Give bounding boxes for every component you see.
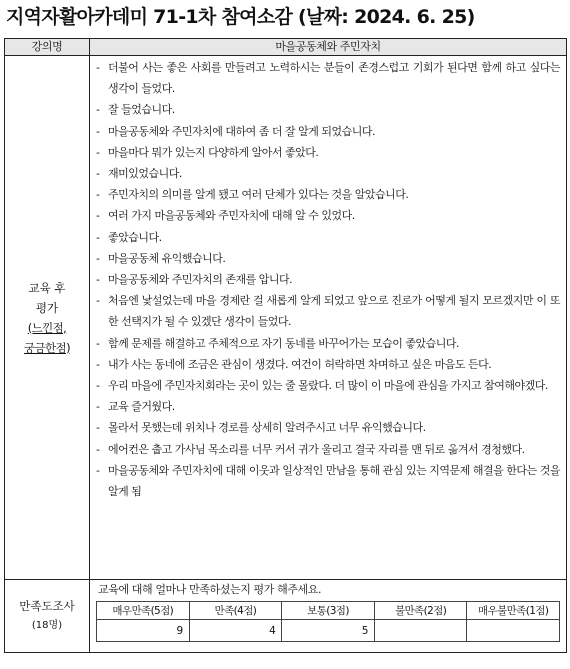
survey-value bbox=[374, 620, 467, 642]
bullet-dash: - bbox=[96, 442, 100, 456]
bullet-dash: - bbox=[96, 103, 100, 117]
evaluation-label-line1: 교육 후 bbox=[28, 280, 66, 295]
evaluation-item bbox=[96, 417, 560, 438]
evaluation-item-text: 여러 가지 마을공동체와 주민자치에 대해 알 수 있었다. bbox=[108, 209, 355, 223]
survey-value-row bbox=[97, 620, 560, 642]
survey-column-header: 불만족(2점) bbox=[374, 602, 467, 620]
evaluation-item-text: 마을공동체와 주민자치에 대하여 좀 더 잘 알게 되었습니다. bbox=[108, 124, 375, 138]
evaluation-row bbox=[5, 56, 567, 580]
evaluation-item bbox=[96, 184, 560, 205]
bullet-dash: - bbox=[96, 209, 100, 223]
evaluation-item bbox=[96, 57, 560, 99]
bullet-dash: - bbox=[96, 251, 100, 265]
survey-value: 4 bbox=[189, 620, 282, 642]
evaluation-item bbox=[96, 121, 560, 142]
evaluation-label-line2: 평가 bbox=[35, 300, 59, 315]
lecture-label: 강의명 bbox=[5, 39, 90, 56]
evaluation-item-text: 몰라서 못했는데 위치나 경로를 상세히 알려주시고 너무 유익했습니다. bbox=[108, 421, 426, 435]
survey-header-row bbox=[97, 602, 560, 620]
bullet-dash: - bbox=[96, 336, 100, 350]
evaluation-item-text: 마을마다 뭐가 있는지 다양하게 알아서 좋았다. bbox=[108, 145, 319, 159]
evaluation-item bbox=[96, 290, 560, 332]
evaluation-item bbox=[96, 333, 560, 354]
survey-label: 만족도조사 bbox=[19, 599, 75, 613]
lecture-title: 마을공동체와 주민자치 bbox=[90, 39, 567, 56]
evaluation-item-text: 잘 들었습니다. bbox=[108, 103, 175, 117]
evaluation-label-line3: (느낀점, bbox=[27, 320, 67, 335]
evaluation-item bbox=[96, 375, 560, 396]
evaluation-item-text: 에어컨은 춥고 가사님 목소리를 너무 커서 귀가 울리고 결국 자리를 맨 뒤로 옮겨서 경청했다. bbox=[108, 442, 525, 456]
evaluation-item bbox=[96, 163, 560, 184]
bullet-dash: - bbox=[96, 167, 100, 181]
survey-column-header: 매우불만족(1점) bbox=[467, 602, 560, 620]
survey-label-cell bbox=[5, 580, 90, 653]
document-title: 지역자활아카데미 71-1차 참여소감 (날짜: 2024. 6. 25) bbox=[6, 6, 475, 28]
evaluation-item-text: 내가 사는 동네에 조금은 관심이 생겼다. 여건이 허락하면 차며하고 싶은 마음도 든다. bbox=[108, 357, 492, 371]
evaluation-item bbox=[96, 227, 560, 248]
evaluation-item bbox=[96, 439, 560, 460]
evaluation-item-text: 마을공동체와 주민자치에 대해 이웃과 일상적인 만남을 통해 관심 있는 지역문제 해결을 한다는 것을 알게 됨 bbox=[108, 463, 560, 499]
evaluation-items-list bbox=[96, 57, 560, 502]
evaluation-label bbox=[5, 56, 90, 580]
evaluation-label-line4: 궁금한점) bbox=[24, 340, 70, 355]
evaluation-item bbox=[96, 396, 560, 417]
survey-table bbox=[96, 601, 560, 642]
evaluation-item bbox=[96, 460, 560, 502]
evaluation-item-text: 교육 즐거웠다. bbox=[108, 400, 175, 414]
bullet-dash: - bbox=[96, 294, 100, 308]
survey-column-header: 매우만족(5점) bbox=[97, 602, 190, 620]
bullet-dash: - bbox=[96, 61, 100, 74]
survey-row bbox=[5, 580, 567, 653]
evaluation-items-cell bbox=[90, 56, 567, 580]
evaluation-item-text: 우리 마을에 주민자치회라는 곳이 있는 줄 몰랐다. 더 많이 이 마을에 관심을 가지고 참여해야겠다. bbox=[108, 379, 548, 393]
survey-count: (18명) bbox=[31, 620, 63, 631]
bullet-dash: - bbox=[96, 145, 100, 159]
survey-column-header: 만족(4점) bbox=[189, 602, 282, 620]
bullet-dash: - bbox=[96, 357, 100, 371]
survey-column-header: 보통(3점) bbox=[282, 602, 375, 620]
survey-question: 교육에 대해 얼마나 만족하셨는지 평가 해주세요. bbox=[98, 583, 322, 596]
report-table bbox=[4, 38, 567, 653]
evaluation-item bbox=[96, 248, 560, 269]
bullet-dash: - bbox=[96, 188, 100, 202]
evaluation-item-text: 마을공동체와 주민자치의 존재를 압니다. bbox=[108, 273, 293, 287]
evaluation-item-text: 마을공동체 유익했습니다. bbox=[108, 251, 226, 265]
evaluation-item-text: 좋았습니다. bbox=[108, 230, 162, 244]
bullet-dash: - bbox=[96, 124, 100, 138]
bullet-dash: - bbox=[96, 273, 100, 287]
evaluation-item bbox=[96, 142, 560, 163]
evaluation-item-text: 더불어 사는 좋은 사회를 만들려고 노력하시는 분들이 존경스럽고 기회가 된다면 함께 하고 싶다는 생각이 들었다. bbox=[108, 61, 560, 96]
evaluation-item-text: 재미있었습니다. bbox=[108, 167, 182, 181]
evaluation-item-text: 함께 문제를 해결하고 주체적으로 자기 동네를 바꾸어가는 모습이 좋았습니다. bbox=[108, 336, 459, 350]
bullet-dash: - bbox=[96, 421, 100, 435]
evaluation-item-text: 처음엔 낯설었는데 마을 경제란 걸 새롭게 알게 되었고 앞으로 진로가 어떻게 될지 모르겠지만 이 또한 선택지가 될 수 있겠단 생각이 들었다. bbox=[108, 294, 560, 329]
bullet-dash: - bbox=[96, 379, 100, 393]
bullet-dash: - bbox=[96, 230, 100, 244]
survey-value: 9 bbox=[97, 620, 190, 642]
bullet-dash: - bbox=[96, 463, 100, 477]
survey-value: 5 bbox=[282, 620, 375, 642]
lecture-header-row bbox=[5, 39, 567, 56]
evaluation-item bbox=[96, 99, 560, 120]
evaluation-item-text: 주민자치의 의미를 알게 됐고 여러 단체가 있다는 것을 알았습니다. bbox=[108, 188, 409, 202]
survey-value bbox=[467, 620, 560, 642]
evaluation-item bbox=[96, 354, 560, 375]
bullet-dash: - bbox=[96, 400, 100, 414]
evaluation-item bbox=[96, 269, 560, 290]
evaluation-item bbox=[96, 205, 560, 226]
survey-cell bbox=[90, 580, 567, 653]
